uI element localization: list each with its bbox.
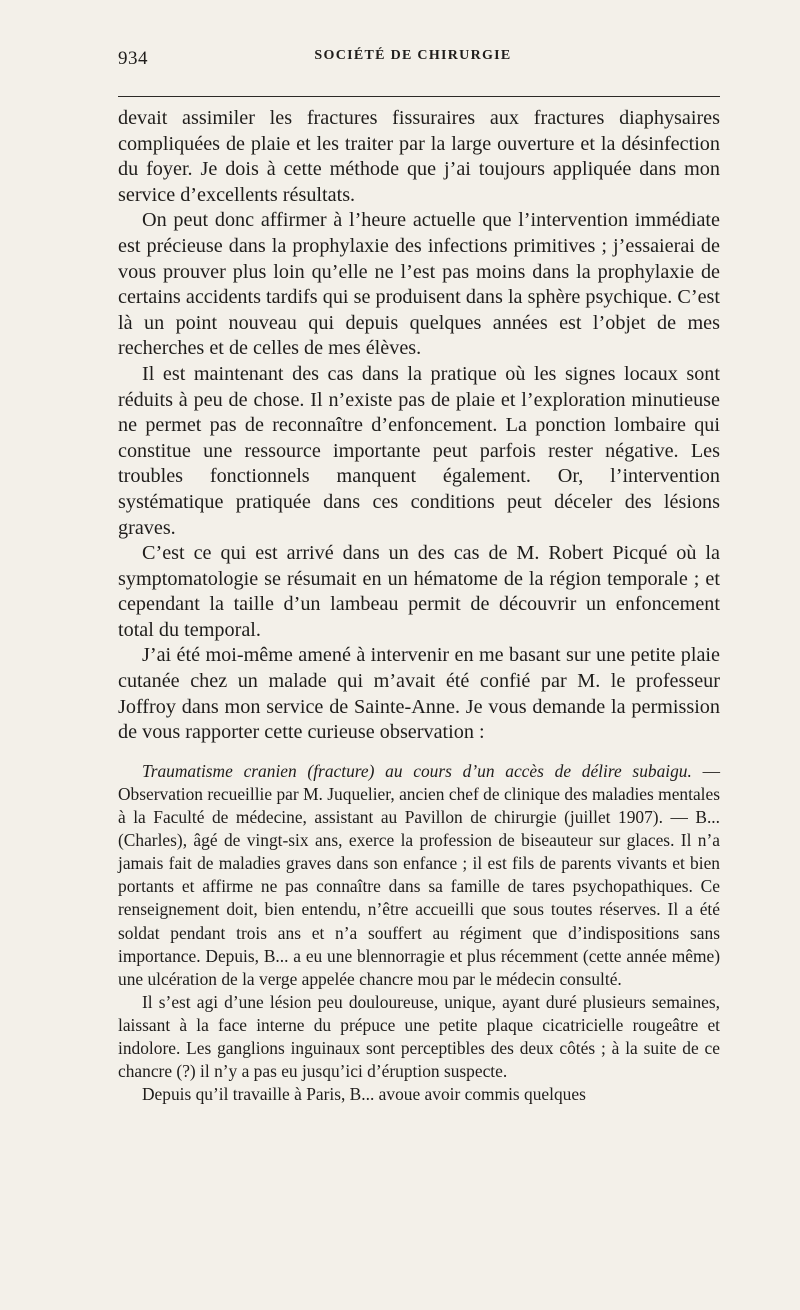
page-header xyxy=(118,48,720,72)
paragraph-5: J’ai été moi-même amené à intervenir en me basant sur une petite plaie cutanée chez un malade qui m’avait été confié par M. le professeur Joffroy dans mon service de Sainte-Anne. Je vous demande la permission de vous rapporter cette curieuse observation : xyxy=(118,644,720,744)
running-title: SOCIÉTÉ DE CHIRURGIE xyxy=(314,48,512,63)
header-rule xyxy=(118,96,720,97)
observation-section xyxy=(118,760,720,1106)
observation-body: — Observation recueillie par M. Juquelier, ancien chef de clinique des maladies mentales à la Faculté de médecine, assistant au Pavillon de chirurgie (juillet 1907). — B... (Charles), âgé de vingt-six ans, exerce la profession de biseauteur sur glaces. Il n’a jamais fait de maladies graves dans son enfance ; il est fils de parents vivants et bien portants et affirme ne pas connaître dans sa famille de tares psychopathiques. Ce renseignement doit, bien entendu, n’être accueilli que sous toutes réserves. Il a été soldat pendant trois ans et n’a souffert au régiment que d’indispositions sans importance. Depuis, B... a eu une blennorragie et plus récemment (cette année même) une ulcération de la verge appelée chancre mou par le médecin consulté. xyxy=(118,760,720,989)
main-text xyxy=(118,106,720,746)
observation-paragraph-3: Depuis qu’il travaille à Paris, B... avoue avoir commis quelques xyxy=(142,1084,586,1105)
page-content xyxy=(118,106,720,1106)
paragraph-2: On peut donc affirmer à l’heure actuelle que l’intervention immédiate est précieuse dans la prophylaxie des infections primitives ; j’essaierai de vous prouver plus loin qu’elle ne l’est pas moins dans la prophylaxie de certains accidents tardifs qui se produisent dans la sphère psychique. C’est là un point nouveau qui depuis quelques années est l’objet de mes recherches et de celles de mes élèves. xyxy=(118,209,720,360)
observation-paragraph-1 xyxy=(118,760,720,991)
paragraph-4: C’est ce qui est arrivé dans un des cas de M. Robert Picqué où la symptomatologie se résumait en un hématome de la région temporale ; et cependant la taille d’un lambeau permit de découvrir un enfoncement total du temporal. xyxy=(118,542,720,641)
paragraph-1: devait assimiler les fractures fissuraires aux fractures diaphysaires compliquées de plaie et les traiter par la large ouverture et la désinfection du foyer. Je dois à cette méthode que j’ai toujours appliquée dans mon service d’excellents résultats. xyxy=(118,107,720,206)
observation-paragraph-2: Il s’est agi d’une lésion peu douloureuse, unique, ayant duré plusieurs semaines, laissant à la face interne du prépuce une petite plaque cicatricielle rougeâtre et indolore. Les ganglions inguinaux sont perceptibles des deux côtés ; à la suite de ce chancre (?) il n’y a pas eu jusqu’ici d’éruption suspecte. xyxy=(118,991,720,1082)
observation-title: Traumatisme cranien (fracture) au cours d’un accès de délire subaigu. xyxy=(142,760,692,781)
page-number: 934 xyxy=(118,48,148,69)
paragraph-3: Il est maintenant des cas dans la pratique où les signes locaux sont réduits à peu de chose. Il n’existe pas de plaie et l’exploration minutieuse ne permet pas de reconnaître d’enfoncement. La ponction lombaire qui constitue une ressource importante peut parfois rester négative. Les troubles fonctionnels manquent également. Or, l’intervention systématique pratiquée dans ces conditions peut déceler des lésions graves. xyxy=(118,362,720,539)
